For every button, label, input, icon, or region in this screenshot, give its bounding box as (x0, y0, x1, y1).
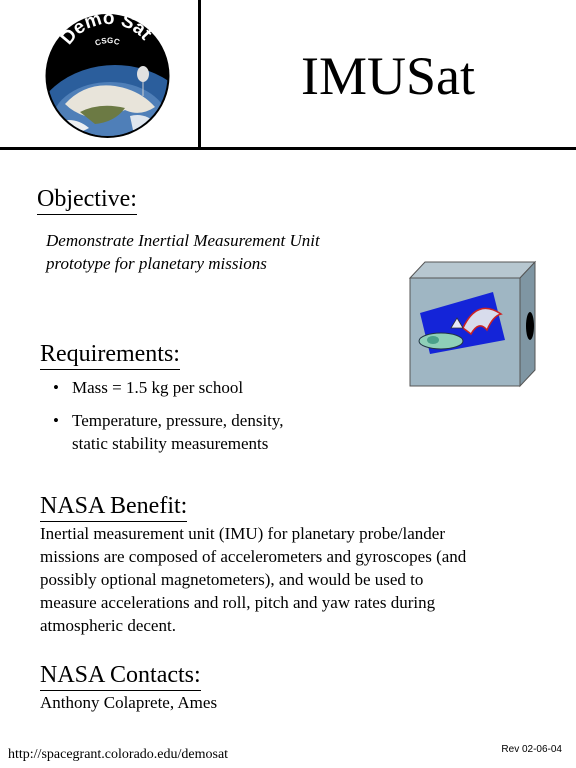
requirements-list (40, 376, 400, 465)
header-horizontal-divider (0, 147, 576, 150)
imusat-cube-illustration (405, 258, 540, 390)
objective-line: Demonstrate Inertial Measurement Unit (46, 231, 320, 250)
footer-url: http://spacegrant.colorado.edu/demosat (8, 747, 229, 762)
benefit-line: missions are composed of accelerometers and gyroscopes (and (40, 547, 467, 566)
objective-line: prototype for planetary missions (46, 254, 267, 273)
list-item (40, 409, 400, 455)
bullet-icon: • (53, 378, 59, 397)
benefit-line: atmospheric decent. (40, 616, 176, 635)
objective-heading: Objective: (37, 185, 137, 215)
benefit-line: measure accelerations and roll, pitch and yaw rates during (40, 593, 436, 612)
contacts-heading: NASA Contacts: (40, 661, 201, 691)
benefit-line: possibly optional magnetometers), and would be used to (40, 570, 424, 589)
list-item (40, 376, 400, 399)
demosat-logo (45, 12, 170, 140)
logo-subtext: CSGC (93, 35, 121, 48)
benefit-line: Inertial measurement unit (IMU) for planetary probe/lander (40, 524, 446, 543)
contact-name: Anthony Colaprete, Ames (40, 693, 218, 712)
objective-text (46, 229, 320, 275)
benefit-text (40, 522, 570, 637)
revision-label: Rev 02-06-04 (501, 744, 562, 755)
requirement-line: Temperature, pressure, density, (72, 411, 284, 430)
requirement-line: static stability measurements (72, 434, 269, 453)
requirements-heading: Requirements: (40, 340, 180, 370)
logo-text: Demo Sat (56, 12, 157, 49)
earth-globe-icon (45, 12, 170, 140)
benefit-heading: NASA Benefit: (40, 492, 187, 522)
page-title: IMUSat (301, 46, 475, 106)
requirement-line: Mass = 1.5 kg per school (72, 378, 244, 397)
bullet-icon: • (53, 411, 59, 430)
satellite-cube-icon (405, 258, 540, 390)
